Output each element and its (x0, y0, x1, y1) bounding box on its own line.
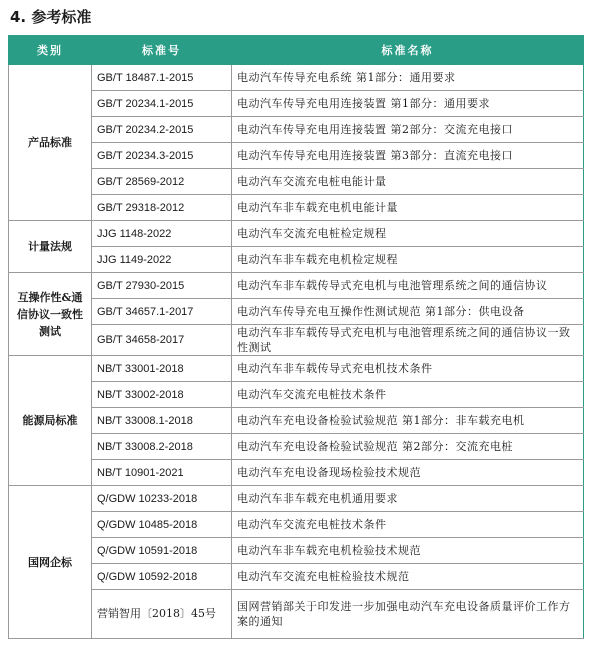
standard-code-cell: NB/T 33001-2018 (92, 356, 232, 382)
column-header-category: 类别 (9, 36, 92, 65)
standard-name-cell: 电动汽车传导充电互操作性测试规范 第1部分：供电设备 (232, 299, 584, 325)
standard-name-cell: 电动汽车非车载充电机电能计量 (232, 195, 584, 221)
category-cell: 计量法规 (9, 221, 92, 273)
standard-name-cell: 电动汽车非车载传导式充电机与电池管理系统之间的通信协议 (232, 273, 584, 299)
standard-name-cell: 电动汽车非车载传导式充电机与电池管理系统之间的通信协议一致性测试 (232, 325, 584, 356)
standard-name-cell: 电动汽车传导充电系统 第1部分：通用要求 (232, 65, 584, 91)
standard-code-cell: GB/T 20234.1-2015 (92, 91, 232, 117)
column-header-name: 标准名称 (232, 36, 584, 65)
table-row (9, 299, 584, 325)
table-row (9, 273, 584, 299)
table-row (9, 247, 584, 273)
standards-table (8, 35, 584, 639)
standard-code-cell: GB/T 29318-2012 (92, 195, 232, 221)
table-row (9, 382, 584, 408)
standard-code-cell: 营销智用〔2018〕45号 (92, 590, 232, 639)
table-row (9, 195, 584, 221)
standard-code-cell: GB/T 20234.2-2015 (92, 117, 232, 143)
category-cell: 能源局标准 (9, 356, 92, 486)
table-row (9, 117, 584, 143)
table-header-row (9, 36, 584, 65)
table-row (9, 221, 584, 247)
standard-name-cell: 电动汽车非车载充电机检验技术规范 (232, 538, 584, 564)
standard-code-cell: GB/T 34657.1-2017 (92, 299, 232, 325)
standard-name-cell: 电动汽车充电设备现场检验技术规范 (232, 460, 584, 486)
standard-name-cell: 国网营销部关于印发进一步加强电动汽车充电设备质量评价工作方案的通知 (232, 590, 584, 639)
table-row (9, 590, 584, 639)
standard-name-cell: 电动汽车非车载传导式充电机技术条件 (232, 356, 584, 382)
standard-code-cell: Q/GDW 10233-2018 (92, 486, 232, 512)
standard-code-cell: JJG 1149-2022 (92, 247, 232, 273)
table-row (9, 538, 584, 564)
table-row (9, 143, 584, 169)
category-cell: 国网企标 (9, 486, 92, 639)
standards-table-container (8, 35, 583, 639)
standard-name-cell: 电动汽车交流充电桩技术条件 (232, 512, 584, 538)
standard-name-cell: 电动汽车非车载充电机通用要求 (232, 486, 584, 512)
table-row (9, 65, 584, 91)
table-row (9, 486, 584, 512)
table-body (9, 65, 584, 639)
standard-code-cell: Q/GDW 10485-2018 (92, 512, 232, 538)
table-row (9, 408, 584, 434)
standard-code-cell: JJG 1148-2022 (92, 221, 232, 247)
category-cell: 互操作性&通信协议一致性测试 (9, 273, 92, 356)
table-row (9, 356, 584, 382)
standard-code-cell: Q/GDW 10591-2018 (92, 538, 232, 564)
table-row (9, 91, 584, 117)
category-cell: 产品标准 (9, 65, 92, 221)
standard-name-cell: 电动汽车传导充电用连接装置 第1部分：通用要求 (232, 91, 584, 117)
standard-name-cell: 电动汽车交流充电桩技术条件 (232, 382, 584, 408)
standard-code-cell: NB/T 33002-2018 (92, 382, 232, 408)
standard-name-cell: 电动汽车传导充电用连接装置 第2部分：交流充电接口 (232, 117, 584, 143)
standard-name-cell: 电动汽车传导充电用连接装置 第3部分：直流充电接口 (232, 143, 584, 169)
standard-name-cell: 电动汽车充电设备检验试验规范 第2部分：交流充电桩 (232, 434, 584, 460)
table-row (9, 169, 584, 195)
standard-code-cell: GB/T 18487.1-2015 (92, 65, 232, 91)
table-row (9, 564, 584, 590)
standard-code-cell: GB/T 34658-2017 (92, 325, 232, 356)
standard-code-cell: NB/T 33008.2-2018 (92, 434, 232, 460)
table-row (9, 460, 584, 486)
standard-name-cell: 电动汽车交流充电桩检定规程 (232, 221, 584, 247)
table-row (9, 434, 584, 460)
standard-code-cell: GB/T 28569-2012 (92, 169, 232, 195)
column-header-code: 标准号 (92, 36, 232, 65)
standard-code-cell: Q/GDW 10592-2018 (92, 564, 232, 590)
standard-code-cell: NB/T 10901-2021 (92, 460, 232, 486)
standard-name-cell: 电动汽车非车载充电机检定规程 (232, 247, 584, 273)
standard-code-cell: GB/T 20234.3-2015 (92, 143, 232, 169)
standard-code-cell: NB/T 33008.1-2018 (92, 408, 232, 434)
section-heading: 4. 参考标准 (10, 8, 92, 26)
table-row (9, 325, 584, 356)
table-row (9, 512, 584, 538)
standard-name-cell: 电动汽车交流充电桩检验技术规范 (232, 564, 584, 590)
standard-name-cell: 电动汽车充电设备检验试验规范 第1部分：非车载充电机 (232, 408, 584, 434)
standard-name-cell: 电动汽车交流充电桩电能计量 (232, 169, 584, 195)
standard-code-cell: GB/T 27930-2015 (92, 273, 232, 299)
